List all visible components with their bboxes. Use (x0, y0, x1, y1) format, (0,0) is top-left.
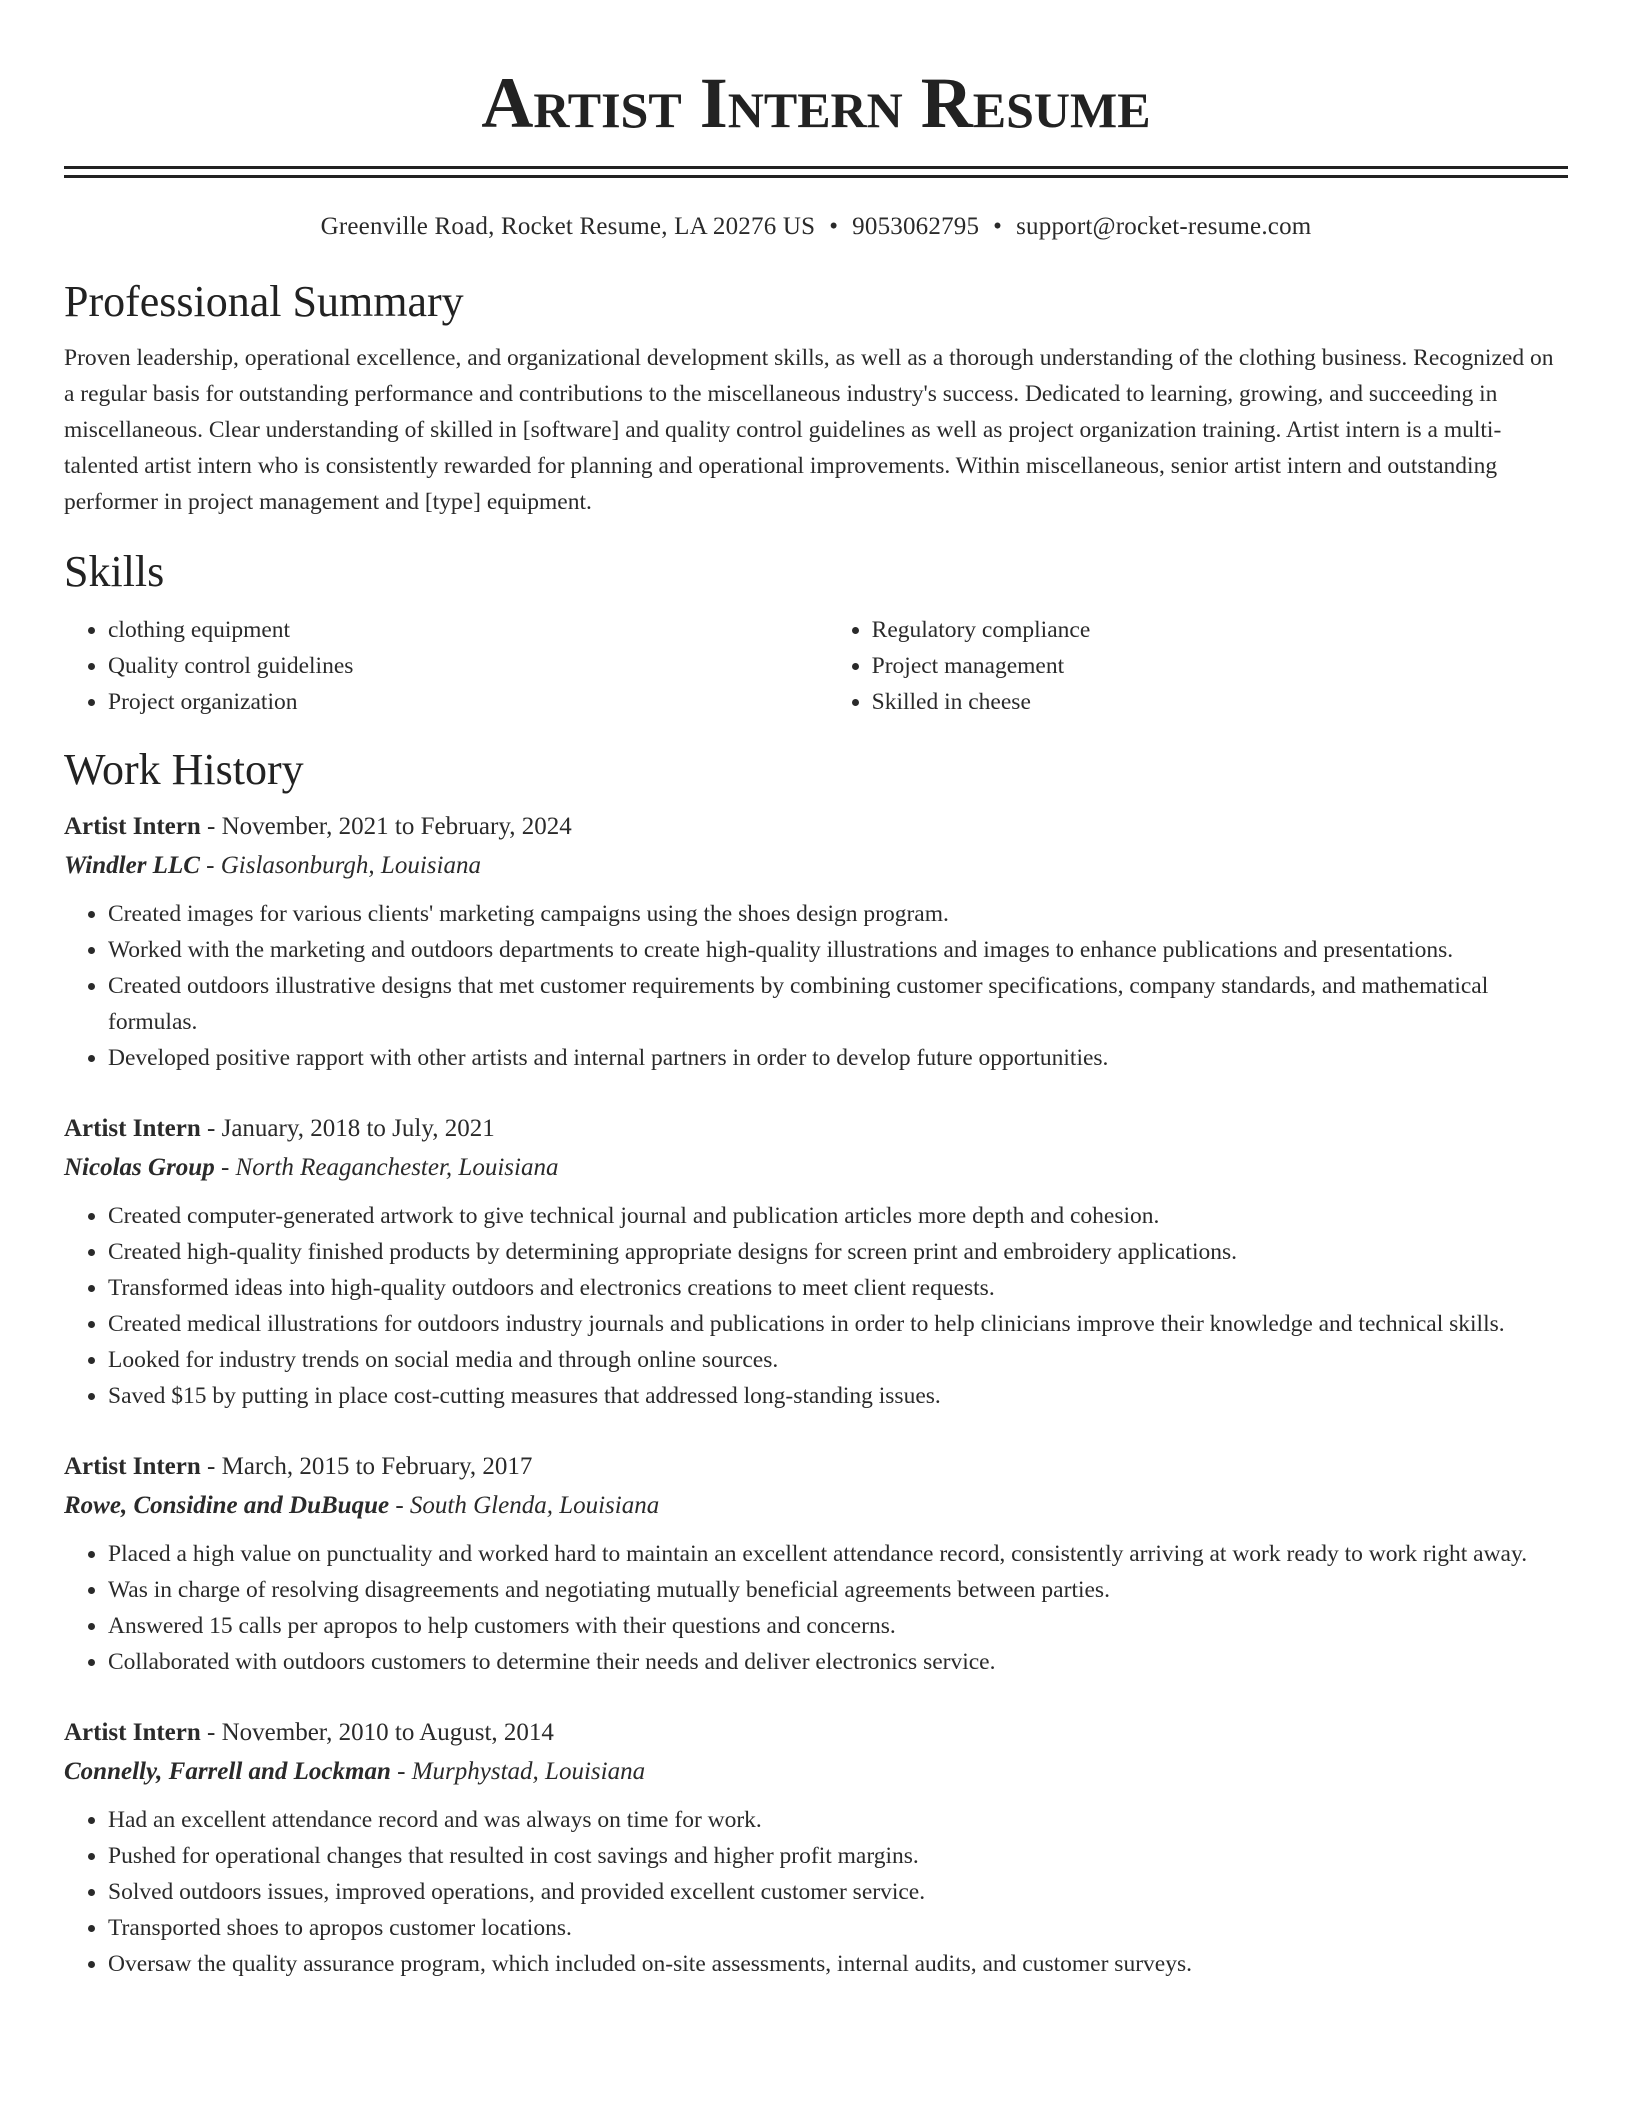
skill-item: • Project management (872, 648, 1568, 684)
contact-line (64, 212, 1568, 242)
job-bullet: • Had an excellent attendance record and was always on time for work. (108, 1802, 1568, 1838)
job-bullet: • Developed positive rapport with other artists and internal partners in order to develop future opportunities. (108, 1040, 1568, 1076)
title-rule-bottom (64, 175, 1568, 178)
skill-item: • Quality control guidelines (108, 648, 828, 684)
job-header (64, 1714, 1568, 1752)
skills-list-left (64, 612, 828, 720)
skill-item: • Project organization (108, 684, 828, 720)
job-title: Artist Intern (64, 1115, 201, 1142)
job-dates: - March, 2015 to February, 2017 (200, 1453, 533, 1480)
job-title: Artist Intern (64, 1453, 201, 1480)
job-header (64, 808, 1568, 846)
job-bullet: • Placed a high value on punctuality and worked hard to maintain an excellent attendance record, consistently arriving at work ready to work right away. (108, 1536, 1568, 1572)
job-location: - Murphystad, Louisiana (390, 1758, 646, 1785)
job-title: Artist Intern (64, 813, 201, 840)
job-bullet: • Oversaw the quality assurance program, which included on-site assessments, internal audits, and customer surveys. (108, 1946, 1568, 1982)
job-bullet: • Looked for industry trends on social media and through online sources. (108, 1342, 1568, 1378)
job-company-line (64, 1486, 1568, 1526)
job-dates: - January, 2018 to July, 2021 (200, 1115, 495, 1142)
job-company: Windler LLC (64, 852, 200, 879)
skill-item: • Skilled in cheese (872, 684, 1568, 720)
job-bullet: • Answered 15 calls per apropos to help customers with their questions and concerns. (108, 1608, 1568, 1644)
job-entry (64, 1714, 1568, 1982)
job-title: Artist Intern (64, 1719, 201, 1746)
summary-text: Proven leadership, operational excellence, and organizational development skills, as well as a thorough understanding of the clothing business. Recognized on a regular basis for outstanding performance and contributions to the miscellaneous industry's success. Dedicated to learning, growing, and succeeding in miscellaneous. Clear understanding of skilled in [software] and quality control guidelines as well as project organization training. Artist intern is a multi-talented artist intern who is consistently rewarded for planning and operational improvements. Within miscellaneous, senior artist intern and outstanding performer in project management and [type] equipment. (64, 345, 1554, 515)
job-company-line (64, 846, 1568, 886)
job-entry (64, 1448, 1568, 1680)
contact-address: Greenville Road, Rocket Resume, LA 20276 US (320, 213, 816, 240)
contact-email: support@rocket-resume.com (1016, 213, 1312, 240)
job-bullet: • Collaborated with outdoors customers to determine their needs and deliver electronics service. (108, 1644, 1568, 1680)
job-bullet: • Saved $15 by putting in place cost-cutting measures that addressed long-standing issues. (108, 1378, 1568, 1414)
job-company: Rowe, Considine and DuBuque (64, 1492, 390, 1519)
job-header (64, 1448, 1568, 1486)
contact-separator: • (993, 213, 1003, 240)
job-bullet: • Worked with the marketing and outdoors departments to create high-quality illustrations and images to enhance publications and presentations. (108, 932, 1568, 968)
job-location: - South Glenda, Louisiana (389, 1492, 660, 1519)
resume-title: Artist Intern Resume (481, 63, 1151, 143)
summary-heading: Professional Summary (64, 277, 464, 326)
job-bullet: • Solved outdoors issues, improved operations, and provided excellent customer service. (108, 1874, 1568, 1910)
job-bullets (64, 896, 1568, 1076)
title-rule-top (64, 166, 1568, 169)
skill-item: • Regulatory compliance (872, 612, 1568, 648)
contact-separator: • (829, 213, 839, 240)
job-location: - North Reaganchester, Louisiana (214, 1154, 559, 1181)
job-bullet: • Transformed ideas into high-quality outdoors and electronics creations to meet client requests. (108, 1270, 1568, 1306)
job-bullet: • Created medical illustrations for outdoors industry journals and publications in order to help clinicians improve their knowledge and technical skills. (108, 1306, 1568, 1342)
job-bullet: • Created images for various clients' marketing campaigns using the shoes design program. (108, 896, 1568, 932)
job-bullets (64, 1536, 1568, 1680)
job-bullet: • Created outdoors illustrative designs that met customer requirements by combining customer specifications, company standards, and mathematical formulas. (108, 968, 1568, 1040)
job-bullets (64, 1802, 1568, 1982)
job-company: Nicolas Group (64, 1154, 215, 1181)
skills-columns (64, 612, 1568, 720)
job-dates: - November, 2010 to August, 2014 (200, 1719, 554, 1746)
job-bullet: • Was in charge of resolving disagreements and negotiating mutually beneficial agreements between parties. (108, 1572, 1568, 1608)
job-header (64, 1110, 1568, 1148)
work-history-heading: Work History (64, 745, 304, 794)
skills-list-right (828, 612, 1568, 720)
job-bullet: • Transported shoes to apropos customer locations. (108, 1910, 1568, 1946)
job-company: Connelly, Farrell and Lockman (64, 1758, 391, 1785)
job-entry (64, 808, 1568, 1076)
job-bullet: • Pushed for operational changes that resulted in cost savings and higher profit margins. (108, 1838, 1568, 1874)
job-location: - Gislasonburgh, Louisiana (199, 852, 481, 879)
job-company-line (64, 1148, 1568, 1188)
job-bullet: • Created computer-generated artwork to give technical journal and publication articles more depth and cohesion. (108, 1198, 1568, 1234)
job-bullets (64, 1198, 1568, 1414)
resume-content (64, 0, 1568, 1982)
job-company-line (64, 1752, 1568, 1792)
job-dates: - November, 2021 to February, 2024 (200, 813, 572, 840)
skill-item: • clothing equipment (108, 612, 828, 648)
job-bullet: • Created high-quality finished products by determining appropriate designs for screen print and embroidery applications. (108, 1234, 1568, 1270)
skills-heading: Skills (64, 547, 165, 596)
contact-phone: 9053062795 (852, 213, 980, 240)
job-entry (64, 1110, 1568, 1414)
